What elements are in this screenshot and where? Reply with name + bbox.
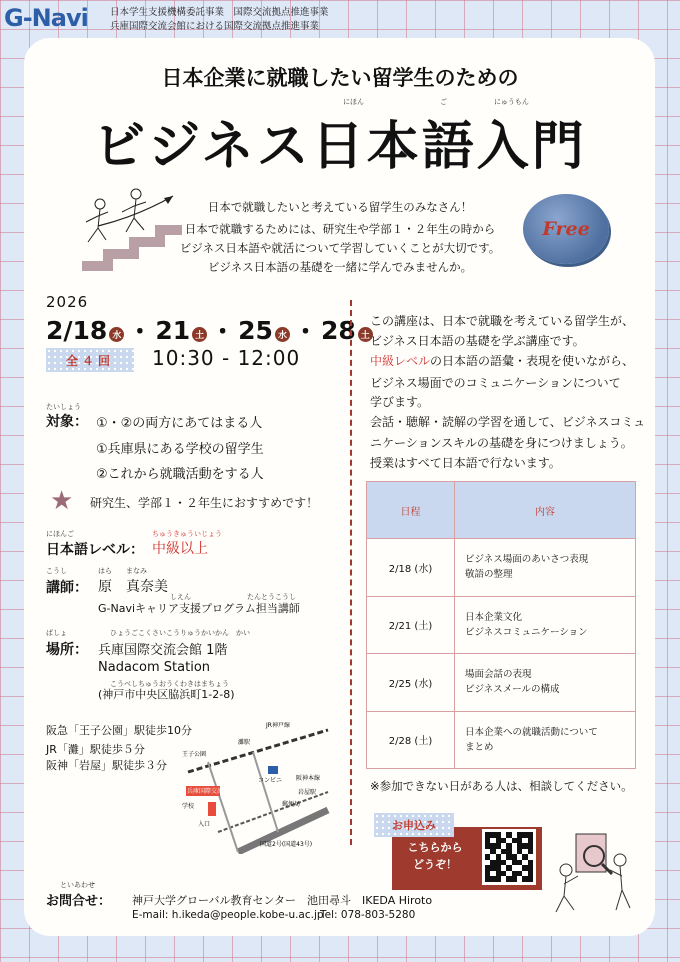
date-4: 28: [320, 315, 356, 345]
recommend-text: 研究生、学部１・２年生におすすめです！: [90, 496, 319, 510]
schedule-table: [366, 481, 636, 769]
contact-email[interactable]: E-mail: h.ikeda@people.kobe-u.ac.jp: [132, 909, 324, 921]
desc-line-5: 学びます。: [370, 395, 430, 409]
intro-line-2: 日本で就職するためには、研究生や学部１・２年生の時から: [184, 222, 496, 236]
row-content: ビジネス場面のあいさつ表現 敬語の整理: [455, 539, 636, 597]
intro-line-3: ビジネス日本語や就活について学習していくことが大切です。: [179, 241, 501, 255]
table-row: [367, 539, 636, 597]
day-badge-2: 土: [192, 327, 207, 342]
row-content: 場面会話の表現 ビジネスメールの構成: [455, 654, 636, 712]
contact-tel[interactable]: Tel: 078-803-5280: [320, 909, 416, 921]
lecturer-ruby: こうし: [46, 567, 67, 575]
date-1: 2/18: [46, 315, 108, 345]
venue-ruby: ばしょ: [46, 629, 67, 637]
lecturer-name-ruby: はら まなみ: [98, 567, 147, 575]
job-hunting-illustration: [548, 824, 640, 916]
star-icon: ★: [50, 486, 74, 516]
row-date: 2/21 (土): [367, 596, 455, 654]
target-label: 対象：: [46, 414, 88, 430]
desc-highlight: 中級レベル: [370, 354, 431, 368]
day-badge-4: 土: [358, 327, 373, 342]
level-value-ruby: ちゅうきゅういじょう: [152, 530, 222, 538]
map-label-jr: JR神戸線: [266, 722, 290, 729]
desc-line-8: 授業はすべて日本語で行ないます。: [370, 456, 561, 470]
title-ruby-3: にゅうもん: [494, 98, 529, 106]
venue-station: Nadacom Station: [98, 660, 211, 675]
lecturer-label: 講師：: [46, 580, 88, 596]
access-2: JR「灘」駅徒歩５分: [46, 743, 145, 756]
map-label-oji: 王子公園: [182, 751, 207, 758]
day-badge-3: 水: [275, 327, 290, 342]
desc-line-3: [370, 352, 634, 369]
access-1: 阪急「王子公園」駅徒歩10分: [46, 724, 192, 737]
desc-line-4: ビジネス場面でのコミュニケーションについて: [370, 376, 621, 390]
qr-code[interactable]: [482, 829, 536, 885]
g-navi-logo: G-Navi: [4, 4, 88, 32]
map-label-venue: 兵庫国際交流会館: [187, 788, 236, 795]
attendance-note: ※参加できない日がある人は、相談してください。: [370, 779, 633, 793]
date-2: 21: [155, 315, 191, 345]
access-3: 阪神「岩屋」駅徒歩３分: [46, 759, 167, 772]
event-year: 2026: [46, 293, 89, 311]
contact-label: お問合せ：: [46, 894, 112, 909]
row-date: 2/28 (土): [367, 711, 455, 769]
sessions-badge: 全４回: [46, 348, 134, 372]
venue-address-ruby: こうべしちゅうおうくわきはまちょう: [110, 680, 229, 688]
intro-line-4: ビジネス日本語の基礎を一緒に学んでみませんか。: [207, 260, 473, 274]
row-date: 2/18 (水): [367, 539, 455, 597]
desc-line-6: 会話・聴解・読解の学習を通して、ビジネスコミュ: [370, 415, 646, 429]
header-content: 内容: [455, 482, 636, 539]
apply-text: こちらから どうぞ！: [407, 841, 463, 871]
map-label-iwaya: 岩屋駅: [298, 789, 317, 796]
header-line-2: 兵庫国際交流会館における国際交流拠点推進事業: [110, 21, 320, 32]
apply-tag: お申込み: [374, 813, 454, 837]
free-seal-badge: Free: [523, 194, 609, 264]
target-line-1: ①・②の両方にあてはまる人: [96, 416, 263, 431]
map-label-convenience: コンビニ: [258, 777, 283, 784]
table-row: [367, 596, 636, 654]
subtitle: 日本企業に就職したい留学生のための: [161, 66, 519, 90]
map-label-postoffice: 郵便局: [282, 801, 301, 808]
day-badge-1: 水: [109, 327, 124, 342]
title-ruby-2: ご: [440, 98, 447, 106]
contact-org: 神戸大学グローバル教育センター 池田尋斗 IKEDA Hiroto: [132, 894, 433, 907]
level-value: 中級以上: [152, 541, 208, 557]
venue-name-ruby: ひょうごこくさいこうりゅうかいかん かい: [110, 629, 250, 637]
main-title: ビジネス日本語入門: [93, 117, 587, 177]
lecturer-role-ruby: しえん たんとうこうし: [170, 593, 296, 601]
row-content: 日本企業への就職活動について まとめ: [455, 711, 636, 769]
level-label: 日本語レベル：: [46, 542, 144, 558]
map-label-route2: 国道2号(国道43号): [260, 841, 313, 848]
column-divider: [350, 300, 352, 845]
venue-name: 兵庫国際交流会館 1階: [98, 643, 228, 658]
title-ruby-1: にほん: [343, 98, 364, 106]
target-ruby: たいしょう: [46, 403, 81, 411]
event-dates: 2/18 水 ・ 21 土 ・ 25 水 ・ 28 土: [46, 312, 373, 348]
lecturer-role: G-Naviキャリア支援プログラム担当講師: [98, 602, 300, 615]
map-label-entrance: 入口: [198, 821, 211, 828]
table-header-row: [367, 482, 636, 539]
map-label-nada: 灘駅: [238, 739, 251, 746]
row-date: 2/25 (水): [367, 654, 455, 712]
venue-map: [178, 722, 333, 854]
intro-line-1: 日本で就職したいと考えている留学生のみなさん！: [207, 200, 473, 214]
target-line-3: ②これから就職活動をする人: [96, 467, 264, 482]
level-label-ruby: にほんご: [46, 530, 74, 538]
lecturer-name: 原 真奈美: [98, 579, 168, 595]
header-date: 日程: [367, 482, 455, 539]
session-time: 10:30 - 12:00: [152, 346, 301, 370]
target-line-2: ①兵庫県にある学校の留学生: [96, 442, 264, 457]
map-label-school: 学校: [182, 803, 195, 810]
contact-ruby: といあわせ: [60, 881, 95, 889]
desc-line-2: ビジネス日本語の基礎を学ぶ講座です。: [370, 334, 585, 348]
table-row: [367, 711, 636, 769]
venue-label: 場所：: [46, 642, 88, 658]
map-label-hanshin: 阪神本線: [296, 775, 321, 782]
desc-line-3-rest: の日本語の語彙・表現を使いながら、: [430, 354, 635, 368]
header-line-1: 日本学生支援機構委託事業 国際交流拠点推進事業: [110, 7, 329, 18]
desc-line-1: この講座は、日本で就職を考えている留学生が、: [370, 314, 635, 328]
table-row: [367, 654, 636, 712]
venue-address: (神戸市中央区脇浜町1-2-8): [98, 688, 235, 701]
desc-line-7: ニケーションスキルの基礎を身につけましょう。: [370, 436, 633, 450]
date-3: 25: [238, 315, 273, 345]
row-content: 日本企業文化 ビジネスコミュニケーション: [455, 596, 636, 654]
